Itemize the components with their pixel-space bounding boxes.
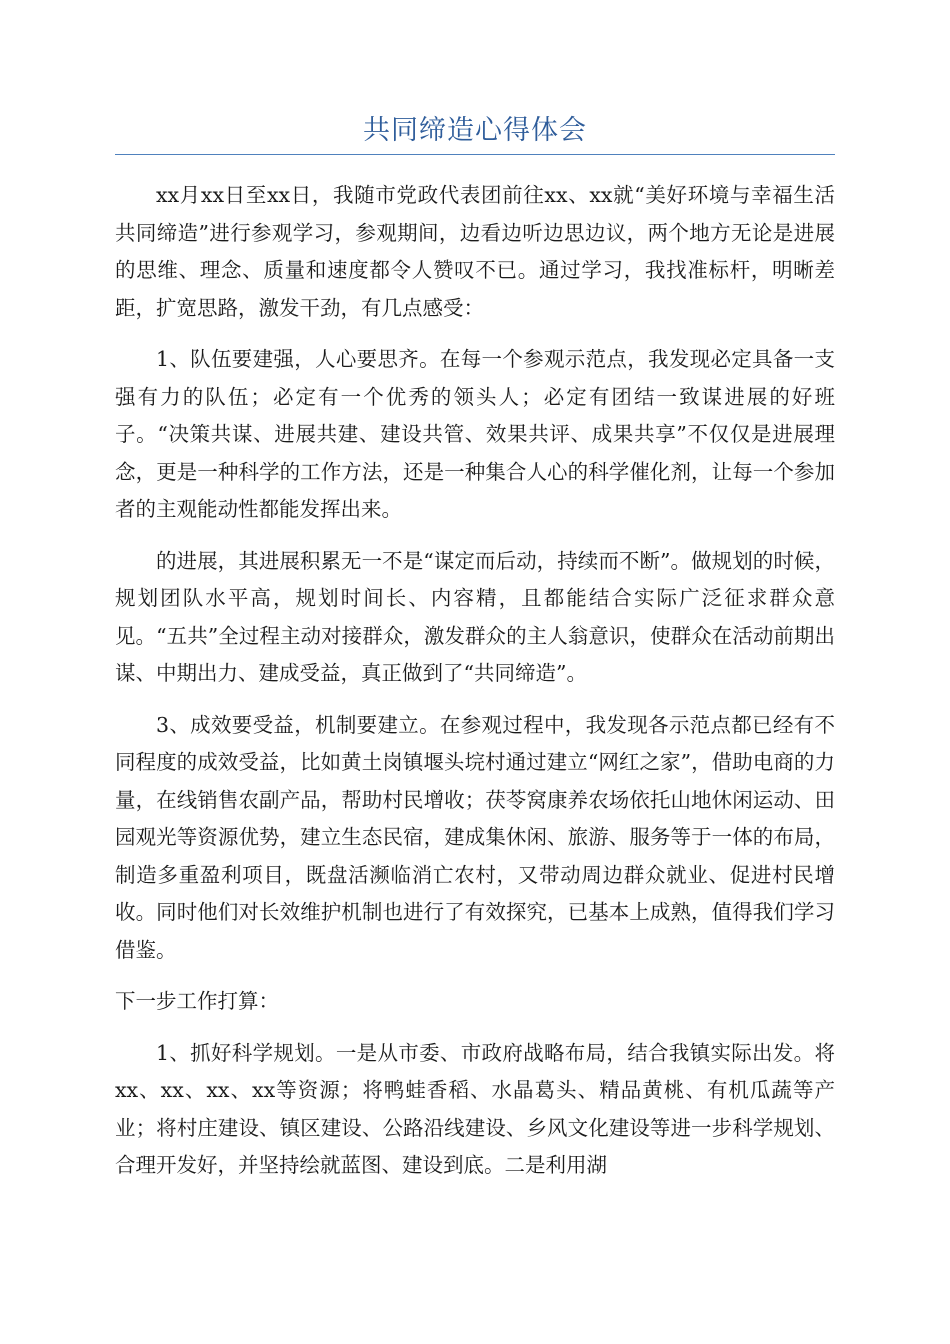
document-body [115, 177, 835, 1185]
paragraph-plan-1: 1、抓好科学规划。一是从市委、市政府战略布局，结合我镇实际出发。将xx、xx、xx、xx等资源；将鸭蛙香稻、水晶葛头、精品黄桃、有机瓜蔬等产业；将村庄建设、镇区建设、公路沿线建设、乡风文化建设等进一步科学规划、合理开发好，并坚持绘就蓝图、建设到底。二是利用湖 [115, 1040, 835, 1177]
section-heading-next-steps: 下一步工作打算： [115, 989, 279, 1013]
paragraph-point-3: 3、成效要受益，机制要建立。在参观过程中，我发现各示范点都已经有不同程度的成效受益，比如黄土岗镇堰头垸村通过建立“网红之家”，借助电商的力量，在线销售农副产品，帮助村民增收；茯苓窝康养农场依托山地休闲运动、田园观光等资源优势，建立生态民宿，建成集休闲、旅游、服务等于一体的布局，制造多重盈利项目，既盘活濒临消亡农村，又带动周边群众就业、促进村民增收。同时他们对长效维护机制也进行了有效探究，已基本上成熟，值得我们学习借鉴。 [115, 712, 835, 962]
document-title: 共同缔造心得体会 [363, 115, 587, 146]
document-page [115, 0, 835, 1199]
paragraph-intro: xx月xx日至xx日，我随市党政代表团前往xx、xx就“美好环境与幸福生活共同缔造”进行参观学习，参观期间，边看边听边思边议，两个地方无论是进展的思维、理念、质量和速度都令人赞叹不已。通过学习，我找准标杆，明晰差距，扩宽思路，激发干劲，有几点感受： [115, 183, 835, 320]
title-underline [115, 154, 835, 155]
paragraph-point-1: 1、队伍要建强，人心要思齐。在每一个参观示范点，我发现必定具备一支强有力的队伍；必定有一个优秀的领头人；必定有团结一致谋进展的好班子。“决策共谋、进展共建、建设共管、效果共评、成果共享”不仅仅是进展理念，更是一种科学的工作方法，还是一种集合人心的科学催化剂，让每一个参加者的主观能动性都能发挥出来。 [115, 347, 835, 521]
paragraph-point-2: 的进展，其进展积累无一不是“谋定而后动，持续而不断”。做规划的时候，规划团队水平高，规划时间长、内容精，且都能结合实际广泛征求群众意见。“五共”全过程主动对接群众，激发群众的主人翁意识，使群众在活动前期出谋、中期出力、建成受益，真正做到了“共同缔造”。 [115, 548, 835, 685]
